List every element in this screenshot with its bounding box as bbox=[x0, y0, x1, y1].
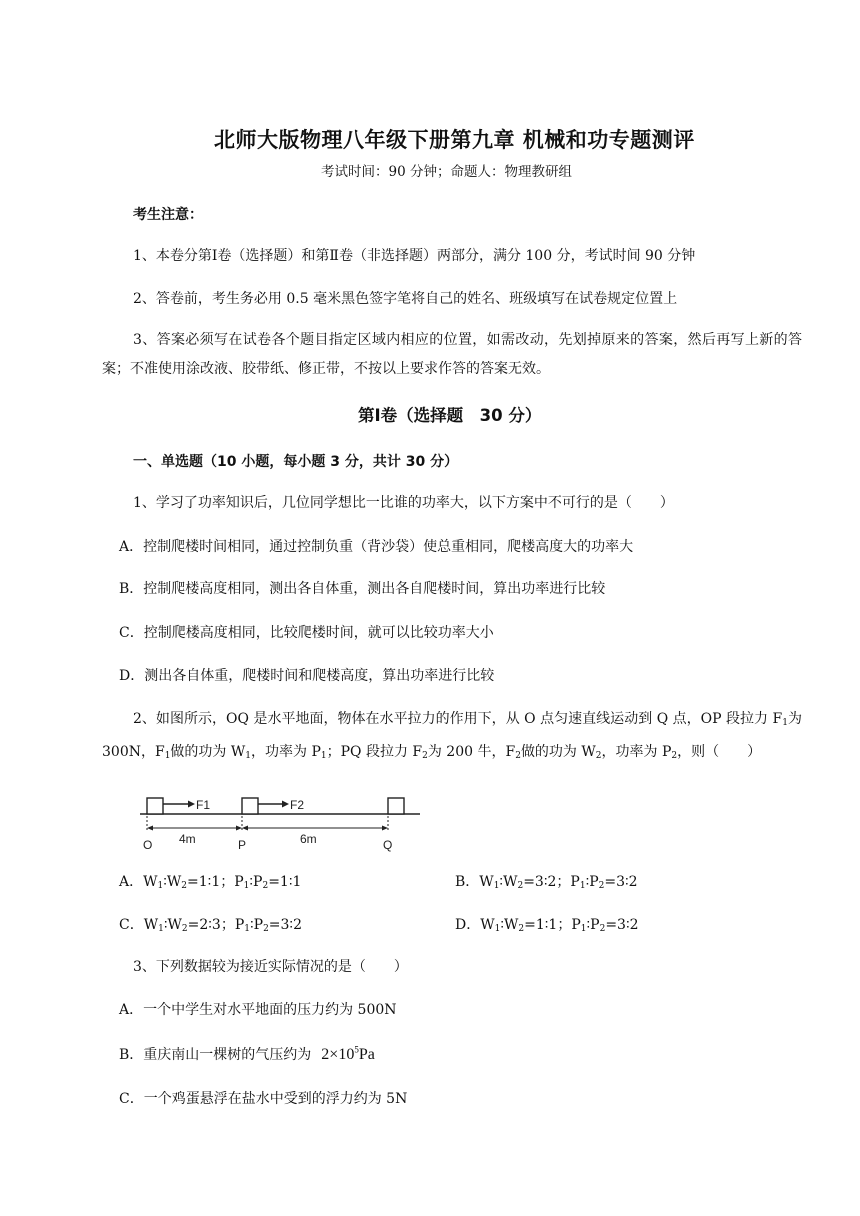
question-3-stem: 3、下列数据较为接近实际情况的是（ ） bbox=[133, 959, 408, 975]
notice-item-1: 1、本卷分第Ⅰ卷（选择题）和第Ⅱ卷（非选择题）两部分，满分 100 分，考试时间 90 分钟 bbox=[133, 248, 696, 264]
question-2-option-d: D．$W_1∶W_2=1∶1$；$P_1∶P_2=3∶2$ bbox=[455, 917, 639, 934]
question-1-option-b: B．控制爬楼高度相同，测出各自体重，测出各自爬楼时间，算出功率进行比较 bbox=[119, 581, 606, 597]
question-2-option-b: B．$W_1∶W_2=3∶2$；$P_1∶P_2=3∶2$ bbox=[455, 874, 638, 891]
motion-diagram bbox=[138, 788, 428, 854]
force-arrowhead-f2 bbox=[282, 801, 289, 808]
question-2-option-c: C．$W_1∶W_2=2∶3$；$P_1∶P_2=3∶2$ bbox=[119, 917, 302, 934]
notice-item-2: 2、答卷前，考生务必用 0.5 毫米黑色签字笔将自己的姓名、班级填写在试卷规定位置上 bbox=[133, 291, 678, 307]
question-2-option-a: A．$W_1∶W_2=1∶1$；$P_1∶P_2=1∶1$ bbox=[119, 874, 302, 891]
notice-heading: 考生注意： bbox=[133, 207, 203, 223]
question-3-option-b: B．重庆南山一棵树的气压约为 $2\times 10^5Pa$ bbox=[119, 1044, 375, 1063]
question-3-option-c: C．一个鸡蛋悬浮在盐水中受到的浮力约为 5N bbox=[119, 1091, 408, 1107]
block-p bbox=[242, 798, 258, 814]
question-2-stem: 2、如图所示，OQ 是水平地面，物体在水平拉力的作用下，从 O 点匀速直线运动到 Q 点，OP 段拉力 $F_1$为 300N，$F_1$做的功为 $W_1$，功率为 $P_1$；PQ 段拉力 $F_2$为 200 牛，$F_2$做的功为 $W_2$，功率为 $P_2$，则（ ） bbox=[102, 711, 803, 761]
notice-item-3: 3、答案必须写在试卷各个题目指定区域内相应的位置，如需改动，先划掉原来的答案，然后再写上新的答案；不准使用涂改液、胶带纸、修正带，不按以上要求作答的答案无效。 bbox=[102, 332, 802, 377]
label-f2: F2 bbox=[290, 798, 305, 812]
label-o: O bbox=[143, 838, 153, 852]
section-heading: 一、单选题（10 小题，每小题 3 分，共计 30 分） bbox=[133, 454, 459, 470]
exam-info: 考试时间：90 分钟；命题人：物理教研组 bbox=[321, 164, 572, 180]
question-1-option-d: D．测出各自体重，爬楼时间和爬楼高度，算出功率进行比较 bbox=[119, 668, 495, 684]
part-title: 第Ⅰ卷（选择题 30 分） bbox=[358, 406, 542, 425]
pressure-value: $2\times 10^5Pa$ bbox=[321, 1044, 375, 1063]
force-arrowhead-f1 bbox=[188, 801, 195, 808]
question-3-option-a: A．一个中学生对水平地面的压力约为 500N bbox=[119, 1002, 397, 1018]
question-1-stem: 1、学习了功率知识后，几位同学想比一比谁的功率大，以下方案中不可行的是（ ） bbox=[133, 495, 674, 511]
label-6m: 6m bbox=[300, 832, 317, 846]
label-f1: F1 bbox=[196, 798, 211, 812]
label-p: P bbox=[238, 838, 247, 852]
block-q bbox=[388, 798, 404, 814]
page-title: 北师大版物理八年级下册第九章 机械和功专题测评 bbox=[214, 128, 695, 152]
question-1-option-c: C．控制爬楼高度相同，比较爬楼时间，就可以比较功率大小 bbox=[119, 625, 494, 641]
question-1-option-a: A．控制爬楼时间相同，通过控制负重（背沙袋）使总重相同，爬楼高度大的功率大 bbox=[119, 539, 634, 555]
label-4m: 4m bbox=[179, 832, 196, 846]
block-o bbox=[147, 798, 163, 814]
label-q: Q bbox=[383, 838, 393, 852]
